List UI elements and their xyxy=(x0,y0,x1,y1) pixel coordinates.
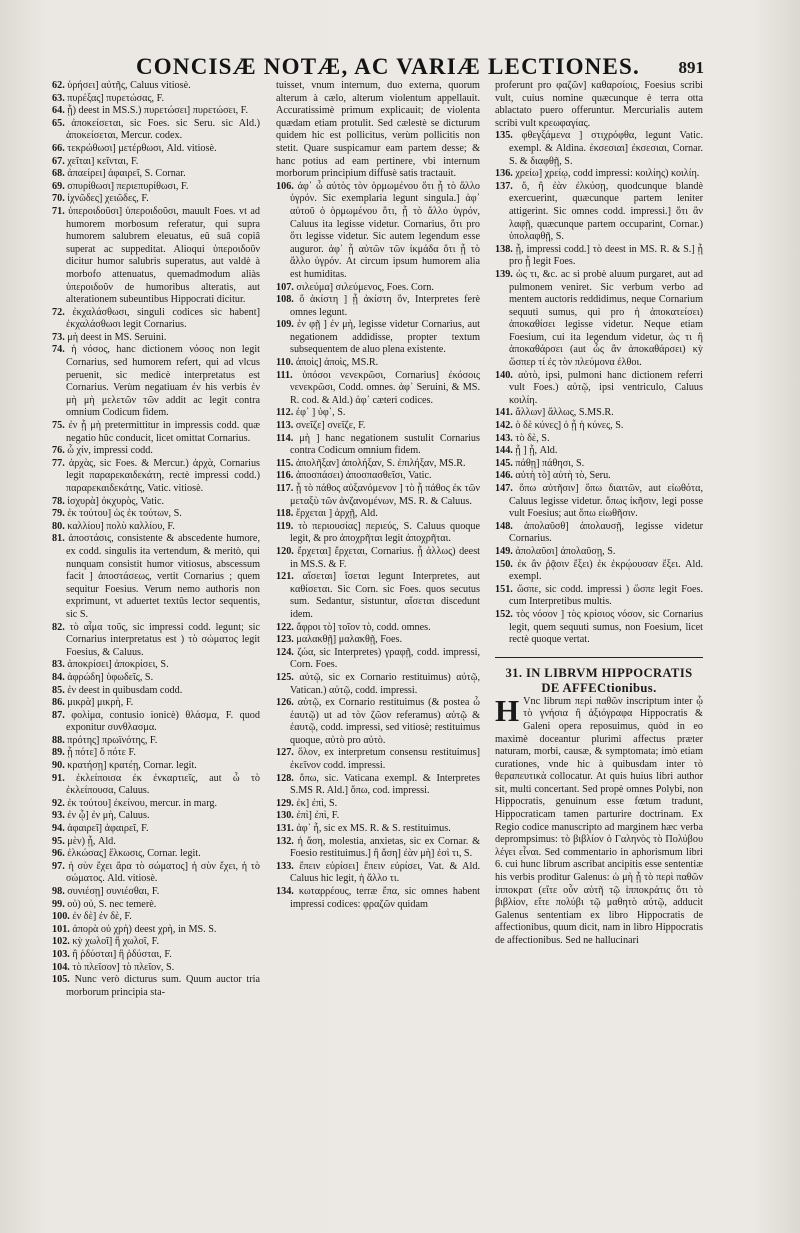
note-number: 105. xyxy=(52,974,70,986)
note-text: ᾗ ] ᾗ, Ald. xyxy=(515,445,558,457)
note-number: 85. xyxy=(52,684,65,696)
note-text: τὸ δὲ, S. xyxy=(515,432,550,444)
note-number: 137. xyxy=(495,180,513,192)
note-text: ὑρήσει] αὐτῆς, Caluus vitiosè. xyxy=(67,80,191,91)
note-number: 106. xyxy=(276,180,294,192)
note-number: 65. xyxy=(52,117,65,129)
note-entry xyxy=(52,798,260,811)
note-text: ἐκλείποισα ἐκ ἐνκαρτιεῖς, aut ὧ τὸ ἐκλείπουσα, Caluus. xyxy=(66,772,260,797)
note-entry xyxy=(495,584,703,609)
note-entry xyxy=(52,193,260,206)
note-number: 116. xyxy=(276,470,294,482)
page-number: 891 xyxy=(678,58,704,77)
note-text: ἐκχαλάσθωσι, singuli codices sic habent] ἐκχαλάσθωσι legit Cornarius. xyxy=(66,306,260,331)
note-text: ὥσπε, sic codd. impressi ) ὥσπε legit Foes. cum Interpretibus multis. xyxy=(509,583,703,608)
note-entry xyxy=(276,458,480,471)
note-number: 118. xyxy=(276,508,294,520)
note-text: ἐν φῇ ] ἐν μὴ, legisse videtur Cornarius, aut negationem addidisse, propter textum subsequentem de aluo plena existente. xyxy=(290,319,480,356)
note-number: 129. xyxy=(276,797,294,809)
note-number: 131. xyxy=(276,823,294,835)
note-number: 98. xyxy=(52,886,65,897)
note-entry xyxy=(276,357,480,370)
drop-cap: H xyxy=(495,692,520,728)
note-text: ἐκ ἂν ῥᾷσιν ἔξει) ἐκ ἐκρῴουσαν ἔξει. Ald. exempl. xyxy=(509,558,703,583)
note-number: 125. xyxy=(276,671,294,683)
note-entry xyxy=(276,571,480,621)
note-text: πάθῃ] πάθησι, S. xyxy=(515,457,585,469)
note-entry xyxy=(276,861,480,886)
note-text: καλλίου] πολὺ καλλίου, F. xyxy=(67,520,175,532)
note-number: 133. xyxy=(276,860,294,872)
note-text: ἐκ τούτου] ἐκείνου, mercur. in marg. xyxy=(67,797,218,809)
note-entry xyxy=(52,496,260,509)
note-number: 96. xyxy=(52,848,65,860)
note-number: 111. xyxy=(276,369,293,381)
note-text: κỳ χωλοῖ] ἢ χωλοῖ, F. xyxy=(72,936,160,948)
note-number: 87. xyxy=(52,709,65,721)
note-number: 132. xyxy=(276,835,294,847)
note-number: 70. xyxy=(52,193,65,205)
note-text: ἀπολαῦσι] ἀπολαῦσῃ, S. xyxy=(515,545,616,557)
note-number: 139. xyxy=(495,268,513,280)
note-text: ἀφαιρεῖ] ἀφαιρεῖ, F. xyxy=(67,823,149,835)
note-entry xyxy=(276,634,480,647)
note-number: 101. xyxy=(52,923,70,935)
note-entry xyxy=(276,420,480,433)
note-entry xyxy=(495,521,703,546)
note-entry xyxy=(495,244,703,269)
note-number: 83. xyxy=(52,659,65,671)
note-text: μικρὰ] μικρὴ, F. xyxy=(67,697,134,709)
note-number: 93. xyxy=(52,810,65,822)
note-text: χεῖται] κεῖνται, F. xyxy=(67,155,139,167)
note-text: ἀπολῆξαν] ἀπολήξαν, S. ἐπιλήξαν, MS.R. xyxy=(295,457,466,469)
note-number: 136. xyxy=(495,168,513,180)
note-text: ἀποὶς] ἀποὶς, MS.R. xyxy=(295,357,379,369)
note-entry xyxy=(276,319,480,357)
note-entry xyxy=(52,168,260,181)
note-entry xyxy=(276,886,480,911)
note-text: μὲν) ᾗ, Ald. xyxy=(67,835,116,847)
note-number: 86. xyxy=(52,697,65,709)
note-text: αὐτῷ, ex Cornario restituimus (& postea ὧ ἑαυτῷ) ut ad τὸν ζῶον referamus) αὐτῷ & ἑαυτῷ, codd. impressi, sed vitiosè; restituimus quoque, αὐτὸ pro αὐτὸ. xyxy=(290,697,480,746)
note-text: ἡ σὺν ἔχει ἄρα τὸ σώματος] ἡ σὺν ἔχει, ἡ τὸ σώματος. Ald. vitiosè. xyxy=(66,860,260,885)
note-text: αὐτῷ, sic ex Cornario restituimus) αὐτῷ, Vatican.) αὐτῷ, codd. impressi. xyxy=(290,671,480,696)
note-text: ὅ ἀκίστη ] ᾗ ἀκίστη ὅν, Interpretes ferè omnes legunt. xyxy=(290,294,480,318)
note-number: 145. xyxy=(495,457,513,469)
note-number: 147. xyxy=(495,483,513,494)
note-text: proferunt pro φαζῶν] καθαρσίοις, Foesius scribi vult, cuius nomine quæcunque è terra otta ablactato puero offeruntur. Mercurialis autem scribi vult κρεωφαγίας. xyxy=(495,80,703,129)
note-entry xyxy=(276,697,480,747)
note-entry xyxy=(52,848,260,861)
note-number: 78. xyxy=(52,495,65,507)
note-entry xyxy=(52,773,260,798)
note-number: 100. xyxy=(52,911,70,923)
note-entry xyxy=(276,470,480,483)
note-text: ἀπαείρει] ἀφαιρεῖ, S. Cornar. xyxy=(67,168,186,180)
note-number: 95. xyxy=(52,835,65,847)
note-text: ἀποστάσις, consistente & abscedente humore, ex codd. singulis ita vertendum, & meritò, qui nunquam consistit humor vitiosus, abscessum facit ] ἀποστάσεως, vertit Cornarius ; quem sequitur Foesius. Verum nemo authoris non exprimunt, vt aduertet textûs lector sequentis, sic S. xyxy=(66,533,260,620)
note-number: 123. xyxy=(276,634,294,646)
note-number: 119. xyxy=(276,520,294,532)
note-entry xyxy=(52,747,260,760)
note-text: ἐκ] ἐπὶ, S. xyxy=(296,797,338,809)
note-text: ἔπειν εὐρίσει] ἔπειν εὐρίσει, Vat. & Ald. Caluus hic legit, ἡ ἄλλο τι. xyxy=(290,860,480,885)
note-number: 69. xyxy=(52,180,65,192)
column-right xyxy=(495,80,703,1220)
note-number: 99. xyxy=(52,898,65,910)
note-number: 97. xyxy=(52,860,65,872)
note-text: σνεῖζε] σνεῖζε, F. xyxy=(295,420,366,432)
note-number: 121. xyxy=(276,571,294,583)
note-text: τὸς νόσον ] τὸς κρίσιος νόσον, sic Cornarius legit, quem sequuti sumus, non Foesium, licet rectè quoque vertat. xyxy=(509,608,703,646)
note-number: 72. xyxy=(52,306,65,318)
note-entry xyxy=(52,344,260,420)
note-entry xyxy=(52,974,260,999)
note-text: τὸ περιουσίας] περιεύς, S. Caluus quoque legit, & pro ἀποχρῆται legit ἀποχρῆται. xyxy=(290,520,480,545)
note-entry xyxy=(52,823,260,836)
note-text: ᾗ πότε] ὅ πότε F. xyxy=(67,747,136,759)
note-text: αἵσεται] ἵσεται legunt Interpretes, aut καθίσεται. Sic Corn. sic Foes. quos secutus sum. Sedantur, sistuntur, αἵσεται discedunt idem. xyxy=(290,571,480,620)
note-text: ὁ δὲ κύνες] ὁ ᾗ ἡ κύνες, S. xyxy=(515,420,624,432)
note-entry xyxy=(52,810,260,823)
section-rule xyxy=(495,657,703,658)
note-text: ἀφ᾽ ἧ, sic ex MS. R. & S. restituimus. xyxy=(296,823,451,835)
note-number: 89. xyxy=(52,747,65,759)
note-entry xyxy=(52,458,260,496)
note-number: 110. xyxy=(276,357,294,369)
note-text: ὅ, ἢ ἐὰν ἐλκύσῃ, quodcunque blandè exercuerint, quæcunque partem leniter attigerint. Sic omnes codd. impressi.] ὅτι ἂν λαφῇ, quæcunque partem occuparint, Cornar.) ὑπολαφθῇ, S. xyxy=(509,180,703,243)
note-entry xyxy=(276,546,480,571)
note-entry xyxy=(276,80,480,181)
note-text: ἢ ῥδύσται] ἢ ῥδύσται, F. xyxy=(72,948,172,960)
note-text: οὐ) οὐ, S. nec temerè. xyxy=(67,898,157,910)
note-text: ἐπὶ] ἐπὶ, F. xyxy=(296,810,340,822)
note-entry xyxy=(495,168,703,181)
note-entry xyxy=(495,407,703,420)
note-number: 152. xyxy=(495,608,513,620)
note-entry xyxy=(276,181,480,282)
note-number: 80. xyxy=(52,520,65,532)
note-text: ἔρχεται ] ἀρχῇ, Ald. xyxy=(295,508,378,520)
note-text: τεκρώθωσι] μετέρθωσι, Ald. vitiosè. xyxy=(67,142,217,154)
note-text: ἐν ᾗ μὴ pretermittitur in impressis codd. quæ negatio hûc conducit, licet omittat Cornarius. xyxy=(66,420,260,444)
note-entry xyxy=(276,294,480,319)
note-entry xyxy=(495,483,703,521)
note-number: 124. xyxy=(276,646,294,658)
note-number: 81. xyxy=(52,533,65,545)
note-text: ἔρχεται] ἔρχεται, Cornarius. ᾗ ἀλλως) deest in MS.S. & F. xyxy=(290,545,480,570)
note-entry xyxy=(495,609,703,647)
note-number: 109. xyxy=(276,319,294,331)
note-text: κωταρρέους, terræ ἔπα, sic omnes habent impressi codices: φραζῶν quidam xyxy=(290,886,480,910)
note-number: 84. xyxy=(52,671,65,683)
note-entry xyxy=(52,899,260,912)
note-text: ἰσχυρὰ] ὀκχυρὸς, Vatic. xyxy=(67,495,165,507)
section-intro xyxy=(495,692,703,948)
note-number: 117. xyxy=(276,483,294,494)
note-entry xyxy=(276,370,480,408)
note-entry xyxy=(276,647,480,672)
section-title: 31. IN LIBRVM HIPPOCRATIS DE AFFECtionibus. xyxy=(505,665,693,695)
note-entry xyxy=(52,836,260,849)
note-entry xyxy=(52,181,260,194)
note-number: 94. xyxy=(52,823,65,835)
note-entry xyxy=(52,156,260,169)
note-number: 130. xyxy=(276,810,294,822)
note-text: ᾗ τὸ πάθος αὐξανόμενον ] τὸ ᾗ πάθος ἐκ τῶν μεταξὺ τῶν ἀνζανομένων, MS. R. & Caluus. xyxy=(290,483,480,507)
note-text: ᾗ, impressi codd.] τὸ deest in MS. R. & S.] ᾗ pro ᾗ legit Foes. xyxy=(509,243,703,268)
note-text: ἐφ᾽ ] ὑφ᾽, S. xyxy=(295,407,346,419)
note-entry xyxy=(276,823,480,836)
note-entry xyxy=(52,861,260,886)
note-entry xyxy=(276,407,480,420)
note-text: ἐν δὲ] ἐν δὲ, F. xyxy=(72,911,132,923)
note-entry xyxy=(495,80,703,130)
note-entry xyxy=(276,483,480,508)
column-left xyxy=(52,80,260,1220)
note-number: 76. xyxy=(52,445,65,457)
note-number: 141. xyxy=(495,407,513,419)
note-number: 74. xyxy=(52,344,65,356)
note-number: 135. xyxy=(495,130,513,142)
note-entry xyxy=(495,445,703,458)
note-entry xyxy=(52,697,260,710)
note-number: 66. xyxy=(52,142,65,154)
note-text: ἀπολαῦσθ] ἀπολαυσῇ, legisse videtur Cornarius. xyxy=(509,520,703,545)
note-number: 128. xyxy=(276,772,294,784)
note-text: ἡ ἄση, molestia, anxietas, sic ex Cornar. & Foesio restituimus.] ἢ ἄση] ἐὰν μὴ] ἐσὶ τι, S. xyxy=(290,835,480,860)
note-text: ὅλον, ex interpretum consensu restituimus] ἐκεῖνον codd. impressi. xyxy=(290,747,480,772)
note-number: 134. xyxy=(276,886,294,897)
note-entry xyxy=(495,458,703,471)
note-number: 122. xyxy=(276,621,294,633)
note-number: 79. xyxy=(52,508,65,520)
note-text: ἰχνῶδες] χειῶδες, F. xyxy=(67,193,149,205)
note-text: ὑπόσοι νενεκρῶσι, Cornarius] ἐκόσοις νενεκρῶσι, Codd. omnes. ἀφ᾽ Seruini, & MS. R. cod. & Ald.) ἀφ᾽ cæteri codices. xyxy=(290,369,480,406)
note-entry xyxy=(495,130,703,168)
note-text: ὅπω, sic. Vaticana exempl. & Interpretes S.MS R. Ald.] ὅπω, cod. impressi. xyxy=(290,772,480,797)
note-number: 112. xyxy=(276,407,294,419)
note-text: ὅπω αὐτῆσιν] ὅπω διαιτῶν, aut εἰωθότα, Caluus legisse videtur. ὅπως ἰκῆσιν, legi posse vult Foesius; aut ὅπω εἰωθῆσιν. xyxy=(509,483,703,520)
note-entry xyxy=(495,559,703,584)
note-entry xyxy=(495,269,703,370)
note-number: 108. xyxy=(276,294,294,306)
note-text: ἡ νόσος, hanc dictionem νόσος non legit Cornarius, sed humorem refert, qui ad vlcus peruenit, sic medicè interpretatus est Cornarius. Verùm negatiuam ἐν his verbis ἐν μὴ μὴ μελετῶν τῶν addit ac legit contra omnium Codicum fidem. xyxy=(66,344,260,419)
note-text: σιλεύμα] σιλεύμενος, Foes. Corn. xyxy=(296,281,434,293)
note-text: ἀρχὰς, sic Foes. & Mercur.) ἀρχὰ, Cornarius legit παραρεκαιδεκάτη, rectè impressi codd.) παραρεκαιδεκάτης, Vatic. vitiosè. xyxy=(66,457,260,494)
note-number: 67. xyxy=(52,155,65,167)
note-text: ἐν ᾧ] ἐν μὴ, Caluus. xyxy=(67,810,150,822)
note-entry xyxy=(52,508,260,521)
note-text: σπυρίθωσι] περιεπυρίθωσι, F. xyxy=(67,180,189,192)
note-text: ἀφρώδη] ὑφωδεῖς, S. xyxy=(67,671,154,683)
note-number: 90. xyxy=(52,760,65,772)
note-text: αὐτὸ, ipsi, pulmoni hanc dictionem referri vult Foes.) αὐτῷ, ipsi ventriculo, Caluus κοιλίη. xyxy=(509,369,703,406)
note-number: 88. xyxy=(52,734,65,746)
note-entry xyxy=(52,420,260,445)
note-entry xyxy=(276,282,480,295)
note-entry xyxy=(495,433,703,446)
note-number: 92. xyxy=(52,797,65,809)
note-text: ἐλκώσας] ἕλκωσις, Cornar. legit. xyxy=(67,848,201,860)
note-entry xyxy=(495,370,703,408)
note-entry xyxy=(52,924,260,937)
note-entry xyxy=(52,735,260,748)
note-entry xyxy=(52,911,260,924)
note-number: 126. xyxy=(276,697,294,709)
note-entry xyxy=(52,105,260,118)
note-entry xyxy=(276,747,480,772)
note-text: πρότης] πρωϊνότης, F. xyxy=(67,734,158,746)
column-middle xyxy=(276,80,480,1220)
note-entry xyxy=(52,622,260,660)
note-entry xyxy=(52,672,260,685)
note-entry xyxy=(52,93,260,106)
note-entry xyxy=(52,307,260,332)
note-number: 140. xyxy=(495,369,513,381)
note-entry xyxy=(495,546,703,559)
note-entry xyxy=(52,710,260,735)
note-number: 71. xyxy=(52,205,65,217)
note-text: ἀφ᾽ ὧ αὐτὸς τὸν ὁρμωμένου ὅτι ᾗ τὸ ἄλλο ὑγρόν. Sic exemplaria legunt singula.] ἀφ᾽ αὐτοῦ ὁ ὁρμωμένου ὅτι, ᾗ τὸ ἄλλο ὑγρόν, Caluus ita legisse videtur. Cornarius, ὅτι pro ὅτι legisse videtur. Sic autem legendum esse auguror. ἀφ᾽ ᾗ αὐτῶν τῶν ἰκμάδα ὅτι ᾗ τὸ ἄλλο ὑγρόν. At circum ipsum humorem alia est humiditas. xyxy=(290,180,480,280)
note-number: 120. xyxy=(276,545,294,557)
note-text: ὡς τι, &c. ac si probè aluum purgaret, aut ad pulmonem veniret. Sic verbum verbo ad mentem auctoris reddidimus, neque Cornarium sequuti sumus, qui pro ἡ ἀποκατείσει) ἀποκαθίσει legisse videtur. Neque etiam Foesium, cui ita legendum videtur, ὡς τι ἢ ἀποκαθάρσει (aut ὧς ἂν ἀποκαθάρσει) κỳ ὥσπερ τί ἐς τὸν πλεύμονα ἐλθοι. xyxy=(509,268,703,369)
note-text: μαλακθῇ] μαλακθῇ, Foes. xyxy=(296,634,403,646)
note-number: 73. xyxy=(52,331,65,343)
note-text: φθεγξάμενα ] στιχρόφθα, legunt Vatic. exempl. & Aldina. ἐκσεσιαι] ἐκσεσιαι, Cornar. S. & διαφθῇ, S. xyxy=(509,130,703,167)
note-entry xyxy=(276,773,480,798)
note-entry xyxy=(52,886,260,899)
note-entry xyxy=(52,118,260,143)
note-text: μὴ ] hanc negationem sustulit Cornarius contra Codicum omnium fidem. xyxy=(290,432,480,457)
note-text: κρατήσῃ] κρατέῃ, Cornar. legit. xyxy=(67,760,197,772)
note-number: 82. xyxy=(52,621,65,633)
note-text: ἄλλων] ἄλλως, S.MS.R. xyxy=(515,407,614,419)
note-number: 143. xyxy=(495,432,513,444)
note-number: 68. xyxy=(52,168,65,180)
note-text: ἀποκρίσει] ἀποκρίσει, S. xyxy=(67,659,169,671)
running-head: CONCISÆ NOTÆ, AC VARIÆ LECTIONES. xyxy=(136,54,640,79)
note-entry xyxy=(52,206,260,307)
note-text: ἀποκείσεται, sic Foes. sic Seru. sic Ald.) ἀποκείσεται, Mercur. codex. xyxy=(66,117,260,142)
note-number: 142. xyxy=(495,420,513,432)
note-number: 113. xyxy=(276,420,294,432)
note-entry xyxy=(52,659,260,672)
note-entry xyxy=(276,433,480,458)
note-number: 115. xyxy=(276,457,294,469)
note-entry xyxy=(52,936,260,949)
note-entry xyxy=(52,962,260,975)
note-text: Nunc verò dicturus sum. Quum auctor tria morborum principia sta- xyxy=(66,974,260,998)
note-number: 148. xyxy=(495,520,513,532)
note-entry xyxy=(52,80,260,93)
note-entry xyxy=(495,181,703,244)
note-number: 138. xyxy=(495,243,513,255)
note-entry xyxy=(276,810,480,823)
note-entry xyxy=(52,521,260,534)
note-entry xyxy=(52,760,260,773)
notes-list xyxy=(495,80,703,647)
note-entry xyxy=(52,445,260,458)
note-number: 103. xyxy=(52,948,70,960)
note-text: ὧ χίν, impressi codd. xyxy=(67,445,153,457)
note-number: 63. xyxy=(52,92,65,104)
note-number: 146. xyxy=(495,470,513,482)
note-text: πυρέξας] πυρετώσας, F. xyxy=(67,92,165,104)
note-number: 149. xyxy=(495,545,513,557)
note-number: 64. xyxy=(52,105,65,117)
note-entry xyxy=(52,143,260,156)
note-text: φολίμα, contusio ionicè) θλάσμα, F. quod exponitur συνθλασμα. xyxy=(66,709,260,734)
note-number: 151. xyxy=(495,583,513,595)
note-entry xyxy=(52,533,260,621)
note-number: 144. xyxy=(495,445,513,457)
note-number: 102. xyxy=(52,936,70,948)
note-entry xyxy=(276,672,480,697)
note-entry xyxy=(495,470,703,483)
note-text: ἀποσπάσει) ἀποσπασθεῖσι, Vatic. xyxy=(295,470,432,482)
note-text: χρείω] χρείῳ, codd impressi: κοιλίης) κοιλίη. xyxy=(515,168,700,180)
section-text: Vnc librum περὶ παθῶν inscriptum inter ᾧ τὸ γνήσια ἢ ἀξιόγραφα Hippocratis & Galeni opera reposuimus, quòd in eo maximè doceantur plurimi affectus præter naturam, morbi, causæ, & symptomata; imò etiam curationes, vnde hic à quibusdam inter τὸ θεραπευτικὰ collocatur. At quis huius libri author sit, multi concertant. Sed propè omnes Polybi, non Hippocratis, genuinum esse fœtum tradunt, Hippocraticam tamen parturire doctrinam. Ex Regio codice manuscripto ad marginem hæc verba deprompsimus: τὸ βιβλίον ὁ Γαληνὸς τὸ Πολύβου λέγει εἶναι. Sed commentario in aphorismum libri 6. cui hunc librum ascribat ancipitis esse sententiæ his verbis proditur Galenus: ὡ μὴ ᾗ τὸ περὶ παθῶν ἱπποκρατ (εἴτε οὖν αὐτῆ τῷ ἱπποκράτις ὅτι τὸ βιβλίον, εἴτε πολύβι τῷ μαθητὸ αὐτῷ, adducit Galenus sententiam ex libro Hippocratis de affectionibus, quum dicit, nam in libro Hippocratis de affectionibus. Sed ne hallucinari xyxy=(495,695,703,946)
note-number: 127. xyxy=(276,747,294,759)
note-text: ἐκ τούτου] ὡς ἐκ τούτων, S. xyxy=(67,508,182,520)
note-entry xyxy=(276,508,480,521)
note-entry xyxy=(52,332,260,345)
note-entry xyxy=(495,420,703,433)
note-number: 75. xyxy=(52,420,65,432)
note-entry xyxy=(276,622,480,635)
note-text: ζώα, sic Interpretes) γραφῇ, codd. impressi, Corn. Foes. xyxy=(290,646,480,671)
note-entry xyxy=(52,949,260,962)
note-text: τὸ αἷμα τοῦς, sic impressi codd. legunt; sic Cornarius interpretatus est ) τὸ σώματος legit Foesius, & Caluus. xyxy=(66,621,260,658)
note-entry xyxy=(52,685,260,698)
note-number: 107. xyxy=(276,281,294,293)
note-text: ἐν deest in quibusdam codd. xyxy=(67,684,183,696)
note-entry xyxy=(276,836,480,861)
note-text: ὑπεροιδοῦσι] ὑπεροιδοῦσι, mauult Foes. vt ad humorem morbosum referatur, qui supra humorem salubrem eleuatus, eû suâ copiâ superat ac suppeditat. Alioqui ὑπεροιδοῦν dicitur humor salubris superatus, aut valdè à morbofo attenuatus, quemadmodum aliàs ὑπεροιδοῦν de humoribus alteratis, aut alterationem subeuntibus Hippocrati dicitur. xyxy=(66,205,260,306)
note-number: 114. xyxy=(276,432,294,444)
note-text: μὴ deest in MS. Seruini. xyxy=(67,331,167,343)
note-number: 91. xyxy=(52,772,65,784)
note-text: ἄφροι τὸ] τοῖον τὸ, codd. omnes. xyxy=(296,621,431,633)
note-text: αὐτὴ τὸ] αὐτὴ τὸ, Seru. xyxy=(515,470,611,482)
note-text: συνιέσῃ] συνιέσθαι, F. xyxy=(67,886,160,897)
note-number: 62. xyxy=(52,80,65,91)
note-text: ᾗ) deest in MS.S.) πυρετώσει] πυρετώσει, F. xyxy=(67,105,249,117)
note-number: 77. xyxy=(52,457,65,469)
note-text: ἀπορὰ οὐ χρὴ) deest χρὴ, in MS. S. xyxy=(72,923,217,935)
note-entry xyxy=(276,521,480,546)
note-number: 150. xyxy=(495,558,513,570)
note-number: 104. xyxy=(52,961,70,973)
note-text: tuisset, vnum internum, duo externa, quorum alterum à cælo, alterum violentum appellauit. Accuratissimè primum explicauit; de violenta quædam etiam protulit. Sed cælestè se dicturum quidem hic est pollicitus, verùm pollicitis non stetit. Quare suspicamur eam partem desse; & hanc potius ad eam pertinere, vbi internum morborum principium diffusè satis tractauit. xyxy=(276,80,480,180)
note-entry xyxy=(276,798,480,811)
note-text: τὸ πλεῖσον] τὸ πλεῖον, S. xyxy=(72,961,175,973)
